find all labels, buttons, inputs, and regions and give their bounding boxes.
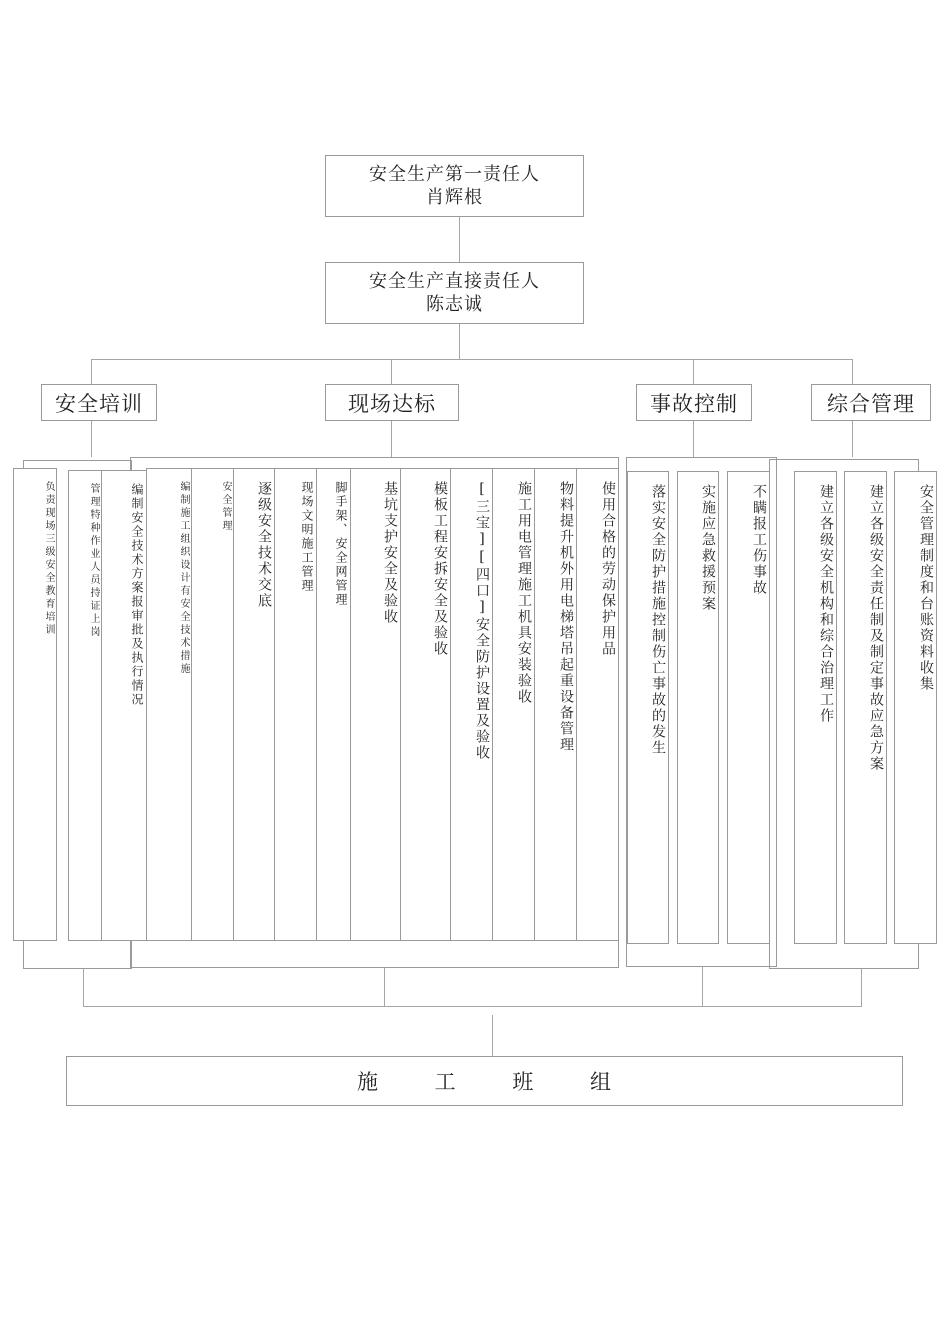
training-item-text: 管理特种作业人员持证上岗 xyxy=(88,483,99,639)
management-item xyxy=(894,471,937,944)
category-site: 现场达标 xyxy=(325,384,459,421)
training-item xyxy=(101,470,147,941)
training-item-text: 负责现场三级安全教育培训 xyxy=(43,481,54,637)
direct-responsible-name: 陈志诚 xyxy=(426,294,483,315)
site-item xyxy=(400,468,451,941)
connector xyxy=(702,967,703,1006)
first-responsible-box xyxy=(325,155,584,217)
site-item xyxy=(492,468,535,941)
site-item xyxy=(316,468,351,941)
direct-responsible-box xyxy=(325,262,584,324)
training-item xyxy=(68,470,102,941)
accident-item-text: 实施应急救援预案 xyxy=(700,484,716,612)
training-item xyxy=(146,468,192,941)
accident-item-text: 落实安全防护措施控制伤亡事故的发生 xyxy=(650,484,666,756)
management-item-text: 安全管理制度和台账资料收集 xyxy=(918,484,934,692)
connector xyxy=(459,217,460,262)
site-item-text: 逐级安全技术交底 xyxy=(256,481,272,609)
site-item xyxy=(350,468,401,941)
site-item-text: 基坑支护安全及验收 xyxy=(382,481,398,625)
connector xyxy=(693,359,694,384)
category-accident: 事故控制 xyxy=(636,384,752,421)
site-item-text: 模板工程安拆安全及验收 xyxy=(432,481,448,657)
accident-item xyxy=(727,471,770,944)
connector xyxy=(459,324,460,359)
category-management: 综合管理 xyxy=(811,384,931,421)
site-item-text: 物料提升机外用电梯塔吊起重设备管理 xyxy=(558,481,574,753)
site-item xyxy=(450,468,493,941)
site-item xyxy=(233,468,275,941)
training-item-text: 编制施工组织设计有安全技术措施 xyxy=(178,481,189,676)
branch-line xyxy=(91,359,853,360)
first-responsible-title: 安全生产第一责任人 xyxy=(369,164,540,185)
accident-item xyxy=(627,471,669,944)
management-item xyxy=(794,471,837,944)
connector xyxy=(391,359,392,384)
site-item xyxy=(534,468,577,941)
site-item-text: [三宝][四口]安全防护设置及验收 xyxy=(474,481,490,761)
site-item xyxy=(274,468,317,941)
connector xyxy=(852,359,853,384)
connector xyxy=(384,968,385,1006)
site-item xyxy=(191,468,234,941)
category-training: 安全培训 xyxy=(41,384,157,421)
site-item xyxy=(576,468,619,941)
first-responsible-name: 肖辉根 xyxy=(426,187,483,208)
management-item-text: 建立各级安全责任制及制定事故应急方案 xyxy=(868,484,884,772)
site-item-text: 使用合格的劳动保护用品 xyxy=(600,481,616,657)
site-item-text: 脚手架、安全网管理 xyxy=(334,481,348,607)
bottom-branch-line xyxy=(83,1006,862,1007)
connector xyxy=(91,359,92,384)
training-item-text: 编制安全技术方案报审批及执行情况 xyxy=(130,483,144,707)
site-item-text: 施工用电管理施工机具安装验收 xyxy=(516,481,532,705)
accident-item-text: 不瞒报工伤事故 xyxy=(751,484,767,596)
direct-responsible-title: 安全生产直接责任人 xyxy=(369,271,540,292)
construction-team-label: 施 工 班 组 xyxy=(356,1070,613,1094)
management-item xyxy=(844,471,887,944)
construction-team-box xyxy=(66,1056,903,1106)
connector xyxy=(861,969,862,1006)
connector xyxy=(852,421,853,457)
connector xyxy=(492,1015,493,1056)
accident-item xyxy=(677,471,719,944)
site-item-text: 安全管理 xyxy=(220,481,231,533)
management-item-text: 建立各级安全机构和综合治理工作 xyxy=(818,484,834,724)
connector xyxy=(83,969,84,1006)
connector xyxy=(693,421,694,457)
connector xyxy=(91,421,92,457)
training-item xyxy=(13,468,57,941)
site-item-text: 现场文明施工管理 xyxy=(300,481,314,593)
connector xyxy=(391,421,392,457)
